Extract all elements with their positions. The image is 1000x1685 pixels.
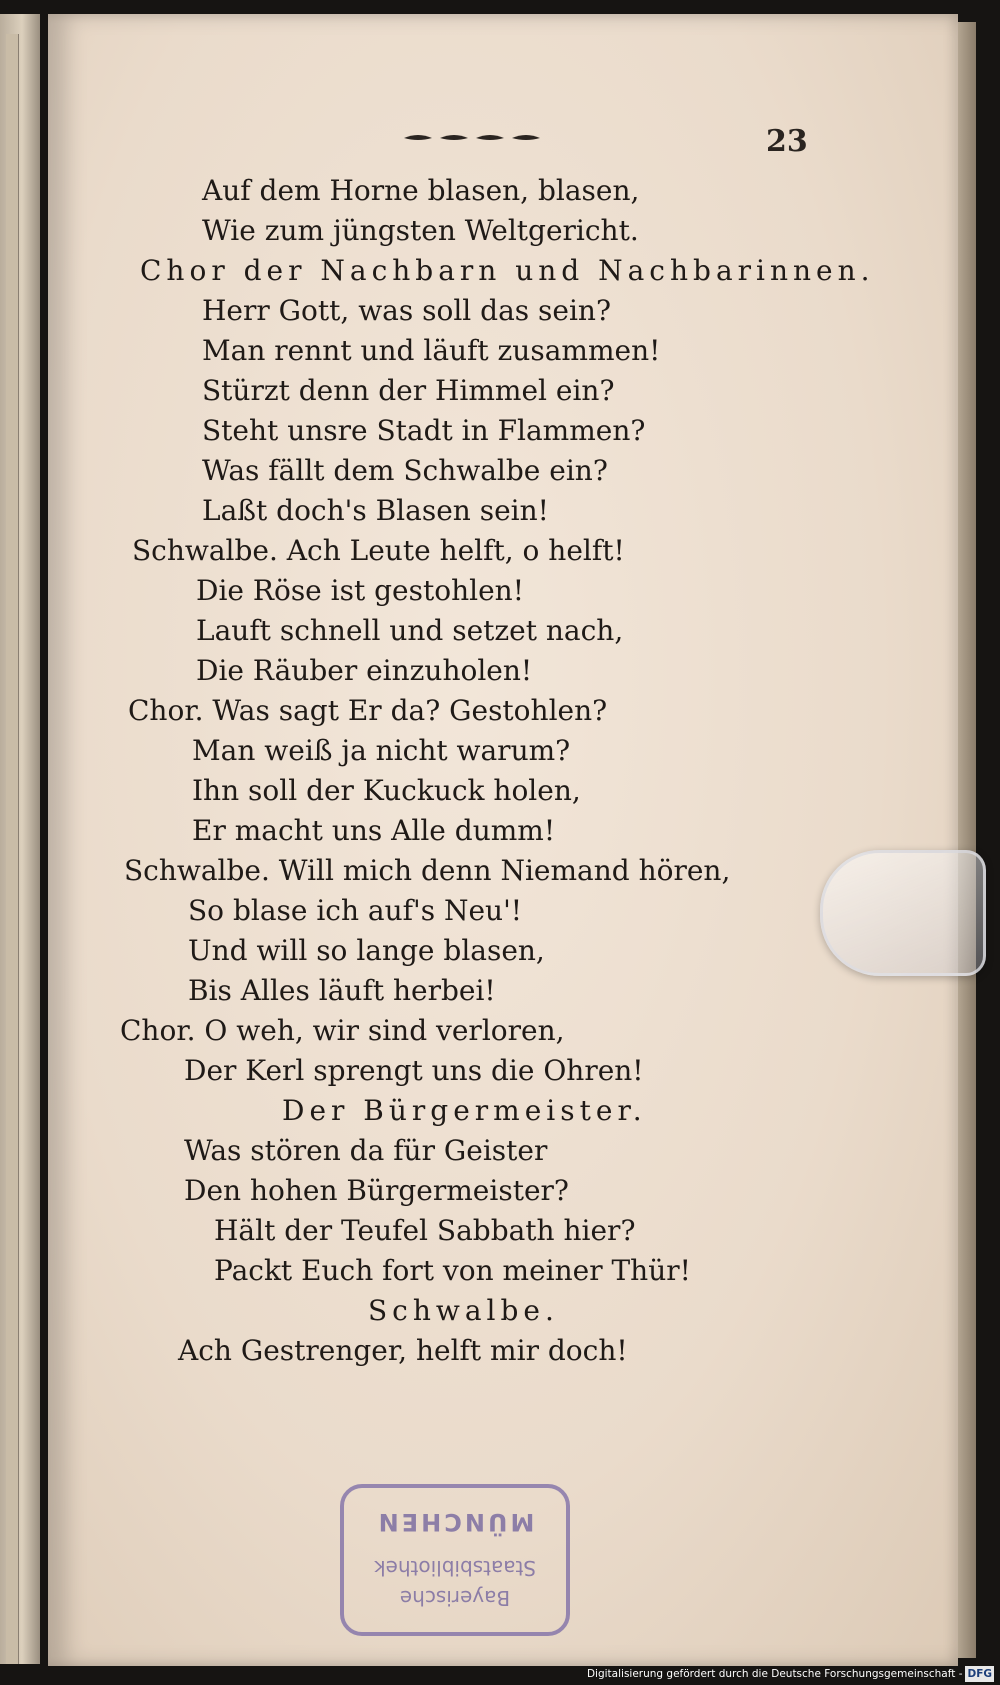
verse-line: Was stören da für Geister xyxy=(184,1134,548,1167)
verse-line: Lauft schnell und setzet nach, xyxy=(196,614,624,647)
speaker-line: Schwalbe. Ach Leute helft, o helft! xyxy=(132,534,625,567)
verse-line: Er macht uns Alle dumm! xyxy=(192,814,556,847)
verse-line: Bis Alles läuft herbei! xyxy=(188,974,496,1007)
speaker-line: Chor. O weh, wir sind verloren, xyxy=(120,1014,565,1047)
verse-line: Den hohen Bürgermeister? xyxy=(184,1174,569,1207)
verse-line: Man weiß ja nicht warum? xyxy=(192,734,571,767)
verse-line: Steht unsre Stadt in Flammen? xyxy=(202,414,646,447)
credit-text: Digitalisierung gefördert durch die Deutsche Forschungsgemeinschaft - xyxy=(586,1668,963,1680)
verse-line: Man rennt und läuft zusammen! xyxy=(202,334,661,367)
verse-line: Packt Euch fort von meiner Thür! xyxy=(214,1254,691,1287)
page-weight-clip xyxy=(820,850,986,976)
verse-line: Stürzt denn der Himmel ein? xyxy=(202,374,615,407)
verse-line: Herr Gott, was soll das sein? xyxy=(202,294,611,327)
library-stamp xyxy=(340,1484,570,1636)
stamp-line: MÜNCHEN xyxy=(375,1508,535,1536)
digitization-credit xyxy=(587,1666,994,1682)
verse-line: Laßt doch's Blasen sein! xyxy=(202,494,549,527)
verse-line: Ihn soll der Kuckuck holen, xyxy=(192,774,581,807)
verse-line: Und will so lange blasen, xyxy=(188,934,545,967)
speaker-heading: Der Bürgermeister. xyxy=(282,1094,647,1127)
stamp-line: Staatsbibliothek xyxy=(374,1556,537,1580)
verse-line: Wie zum jüngsten Weltgericht. xyxy=(202,214,639,247)
speaker-heading: Schwalbe. xyxy=(368,1294,559,1327)
speaker-line: Chor der Nachbarn und Nachbarinnen. xyxy=(140,254,875,287)
verse-line: Was fällt dem Schwalbe ein? xyxy=(202,454,608,487)
verse-line: Der Kerl sprengt uns die Ohren! xyxy=(184,1054,644,1087)
verse-line: Die Räuber einzuholen! xyxy=(196,654,533,687)
verse-line: Ach Gestrenger, helft mir doch! xyxy=(178,1334,628,1367)
dfg-logo: DFG xyxy=(967,1668,992,1680)
speaker-line: Chor. Was sagt Er da? Gestohlen? xyxy=(128,694,608,727)
page-number: 23 xyxy=(766,124,808,159)
verse-line: Hält der Teufel Sabbath hier? xyxy=(214,1214,636,1247)
verse-line: So blase ich auf's Neu'! xyxy=(188,894,523,927)
verse-line: Die Röse ist gestohlen! xyxy=(196,574,524,607)
verse-line: Auf dem Horne blasen, blasen, xyxy=(202,174,640,207)
stamp-line: Bayerische xyxy=(399,1586,511,1610)
speaker-line: Schwalbe. Will mich denn Niemand hören, xyxy=(124,854,731,887)
